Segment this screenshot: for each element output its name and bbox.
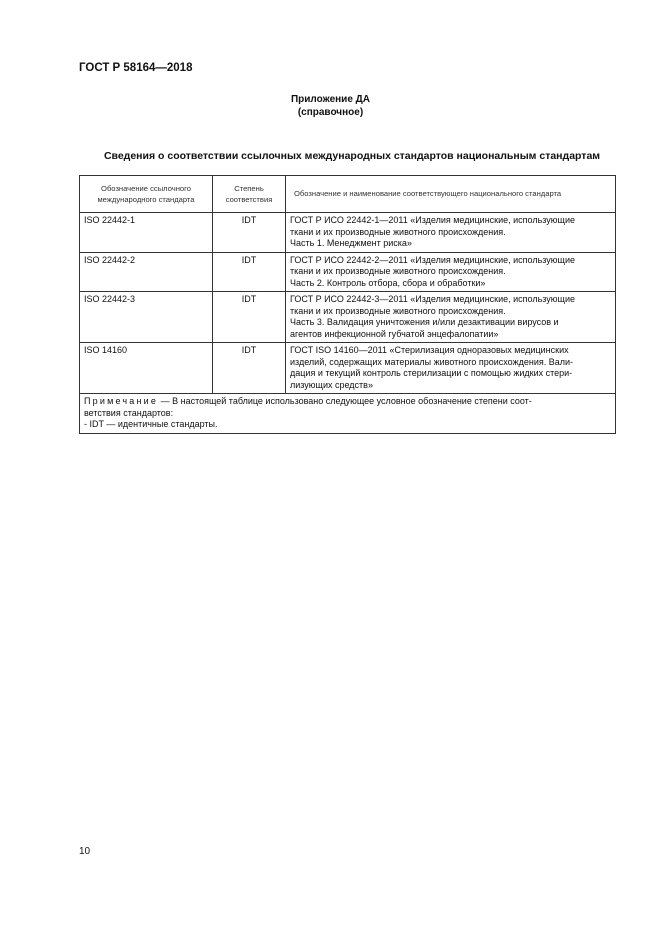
text-line: ГОСТ ISO 14160—2011 «Стерилизация одноразовых медицинских xyxy=(290,345,569,355)
text-line: ткани и их производные животного происхождения. xyxy=(290,266,506,276)
header-national-standard: Обозначение и наименование соответствующего национального стандарта xyxy=(286,176,616,213)
text-line: лизующих средств» xyxy=(290,379,373,390)
ref-code: ISO 22442-2 xyxy=(80,252,213,292)
degree: IDT xyxy=(213,292,286,343)
table-note-row xyxy=(80,394,616,434)
table-header-row xyxy=(80,176,616,213)
ref-code: ISO 22442-1 xyxy=(80,213,213,253)
table-row xyxy=(80,213,616,253)
text-line: изделий, содержащих материалы животного происхождения. Вали- xyxy=(290,356,574,367)
annex-heading xyxy=(0,93,661,119)
text-line: дация и текущий контроль стерилизации с помощью жидких стери- xyxy=(290,368,573,378)
national-standard xyxy=(286,343,616,394)
text-line: агентов инфекционной губчатой энцефалопатии» xyxy=(290,328,499,339)
note-text: — В настоящей таблице использовано следующее условное обозначение степени соот- xyxy=(158,396,532,406)
table-note xyxy=(80,394,616,434)
page-number: 10 xyxy=(79,846,91,857)
note-line: ветствия стандартов: xyxy=(84,407,174,418)
national-standard xyxy=(286,292,616,343)
degree: IDT xyxy=(213,213,286,253)
text-line: ткани и их производные животного происхождения. xyxy=(290,226,506,237)
text-line: ткани и их производные животного происхождения. xyxy=(290,305,506,316)
text-line: ГОСТ Р ИСО 22442-3—2011 «Изделия медицинские, использующие xyxy=(290,294,575,304)
degree: IDT xyxy=(213,343,286,394)
text-line: ГОСТ Р ИСО 22442-2—2011 «Изделия медицинские, использующие xyxy=(290,254,575,265)
header-degree: Степень соответствия xyxy=(213,176,286,213)
text-line: Часть 2. Контроль отбора, сбора и обработки» xyxy=(290,277,486,288)
ref-code: ISO 22442-3 xyxy=(80,292,213,343)
note-item: - IDT — идентичные стандарты. xyxy=(84,419,218,429)
document-code: ГОСТ Р 58164—2018 xyxy=(79,62,193,74)
note-label: Примечание xyxy=(84,396,159,406)
degree: IDT xyxy=(213,252,286,292)
table-row xyxy=(80,343,616,394)
text-line: Часть 3. Валидация уничтожения и/или дезактивации вирусов и xyxy=(290,317,559,327)
note-line xyxy=(84,396,611,408)
ref-code: ISO 14160 xyxy=(80,343,213,394)
national-standard xyxy=(286,252,616,292)
correspondence-table xyxy=(79,175,616,434)
annex-title: Приложение ДА xyxy=(290,94,371,105)
section-heading: Сведения о соответствии ссылочных международных стандартов национальным стандартам xyxy=(103,150,601,162)
table-row xyxy=(80,292,616,343)
header-ref-standard: Обозначение ссылочного международного стандарта xyxy=(80,176,213,213)
annex-subtitle: (справочное) xyxy=(297,107,364,118)
national-standard xyxy=(286,213,616,253)
text-line: Часть 1. Менеджмент риска» xyxy=(290,238,412,248)
table-row xyxy=(80,252,616,292)
text-line: ГОСТ Р ИСО 22442-1—2011 «Изделия медицинские, использующие xyxy=(290,215,575,225)
